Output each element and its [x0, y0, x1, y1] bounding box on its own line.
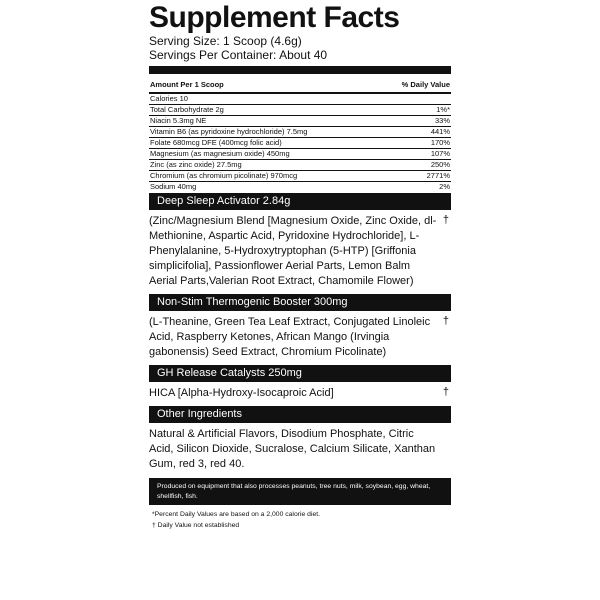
nutrient-row: [149, 116, 451, 127]
nutrient-dv: 2771%: [426, 171, 450, 180]
daily-value-footnote: *Percent Daily Values are based on a 2,000 calorie diet.: [152, 511, 321, 518]
nutrient-dv: 1%*: [436, 105, 450, 114]
nutrient-row: [149, 182, 451, 192]
nutrient-name: Niacin 5.3mg NE: [150, 116, 207, 125]
section-heading-gh-release: GH Release Catalysts 250mg: [149, 365, 451, 382]
nutrient-row: [149, 149, 451, 160]
section-body-other-ingredients: [149, 423, 451, 476]
nutrient-row: [149, 138, 451, 149]
section-heading-thermogenic: Non-Stim Thermogenic Booster 300mg: [149, 294, 451, 311]
section-heading-other-ingredients: Other Ingredients: [149, 406, 451, 423]
nutrient-name: Sodium 40mg: [150, 182, 197, 191]
nutrient-name: Calories 10: [150, 94, 188, 103]
section-body-deep-sleep: [149, 210, 451, 293]
nutrient-dv: 107%: [430, 149, 450, 158]
amount-header-label: Amount Per 1 Scoop: [150, 80, 224, 89]
nutrient-dv: 250%: [430, 160, 450, 169]
nutrient-row: [149, 171, 451, 182]
nutrient-row: [149, 94, 451, 105]
nutrient-row: [149, 160, 451, 171]
nutrient-name: Vitamin B6 (as pyridoxine hydrochloride) 7.5mg: [150, 127, 308, 136]
dagger-mark: †: [442, 386, 449, 398]
nutrient-table: [149, 94, 451, 192]
nutrient-name: Chromium (as chromium picolinate) 970mcg: [150, 171, 298, 180]
ingredient-list: (L-Theanine, Green Tea Leaf Extract, Conjugated Linoleic Acid, Raspberry Ketones, African Mango (Irvingia gabonensis) Seed Extract, Chromium Picolinate): [149, 316, 431, 358]
dagger-footnote: † Daily Value not established: [152, 522, 240, 529]
nutrient-name: Folate 680mcg DFE (400mcg folic acid): [150, 138, 282, 147]
section-body-thermogenic: [149, 311, 451, 364]
nutrient-dv: 441%: [430, 127, 450, 136]
panel-title: Supplement Facts: [149, 1, 400, 34]
daily-value-header: % Daily Value: [401, 80, 450, 89]
nutrient-name: Total Carbohydrate 2g: [150, 105, 224, 114]
amount-header: [149, 74, 451, 94]
ingredient-list: Natural & Artificial Flavors, Disodium Phosphate, Citric Acid, Silicon Dioxide, Sucralose, Calcium Silicate, Xanthan Gum, red 3, red 40.: [149, 428, 436, 470]
section-heading-deep-sleep: Deep Sleep Activator 2.84g: [149, 193, 451, 210]
ingredient-list: (Zinc/Magnesium Blend [Magnesium Oxide, Zinc Oxide, dl-Methionine, Aspartic Acid, Pyridoxine Hydrochloride], L-Phenylalanine, 5-Hydroxytryptophan (5-HTP) [Griffonia simplicifolia], Passionflower Aerial Parts, Lemon Balm Aerial Parts,Valerian Root Extract, Chamomile Flower): [149, 215, 437, 287]
dagger-mark: †: [442, 315, 449, 327]
nutrient-name: Zinc (as zinc oxide) 27.5mg: [150, 160, 242, 169]
supplement-facts-panel: [149, 0, 451, 531]
serving-size: Serving Size: 1 Scoop (4.6g): [149, 34, 302, 48]
servings-per-container: Servings Per Container: About 40: [149, 48, 328, 62]
nutrient-dv: 2%: [439, 182, 450, 191]
ingredient-list: HICA [Alpha-Hydroxy-Isocaproic Acid]: [149, 387, 334, 399]
nutrient-name: Magnesium (as magnesium oxide) 450mg: [150, 149, 290, 158]
dagger-mark: †: [442, 214, 449, 226]
nutrient-row: [149, 127, 451, 138]
nutrient-dv: 170%: [430, 138, 450, 147]
nutrient-row: [149, 105, 451, 116]
thick-divider: [149, 66, 451, 74]
section-body-gh-release: [149, 382, 451, 405]
nutrient-dv: 33%: [434, 116, 450, 125]
allergen-note: Produced on equipment that also processes peanuts, tree nuts, milk, soybean, egg, wheat, shellfish, fish.: [149, 478, 451, 505]
